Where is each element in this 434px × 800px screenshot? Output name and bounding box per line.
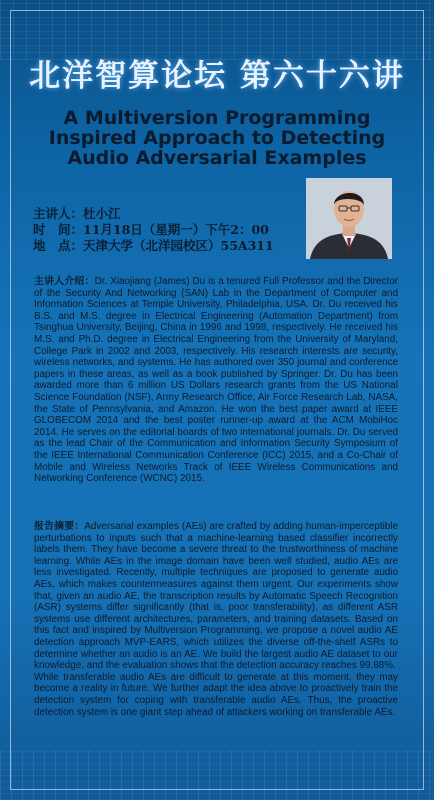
time-line: 时 间：11月18日（星期一）下午2：00 <box>33 222 269 237</box>
speaker-portrait-icon <box>306 178 392 259</box>
talk-title: A Multiversion Programming Inspired Approach to Detecting Audio Adversarial Examples <box>48 107 386 169</box>
speaker-line: 主讲人：杜小江 <box>33 206 121 221</box>
bio-heading: 主讲人介绍： <box>34 276 95 287</box>
abstract-text-2: While transferable audio AEs are difficult to generate at this moment, they may become a reality in future. We further adapt the idea above to proactively train the detection system for coping with transferable audio AEs. Thus, the proactive detection system is one giant step ahead of attackers working on transferable AEs. <box>34 671 398 718</box>
talk-info <box>33 206 303 254</box>
abstract-heading: 报告摘要： <box>34 521 85 532</box>
bio-text: Dr. Xiaojiang (James) Du is a tenured Full Professor and the Director of the Security And Networking (SAN) Lab in the Department of Computer and Information Sciences at Temple University, Philadelphia, USA. Dr. Du received his B.S. and M.S. degree in Electrical Engineering (Automation Department) from Tsinghua University, Beijing, China in 1996 and 1998, respectively. He received his M.S. and Ph.D. degree in Electrical Engineering from the University of Maryland, College Park in 2002 and 2003, respectively. His research interests are security, wireless networks, and systems. He has authored over 350 journal and conference papers in these areas, as well as a book published by Springer. Dr. Du has been awarded more than 6 million US Dollars research grants from the US National Science Foundation (NSF), Army Research Office, Air Force Research Lab, NASA, the State of Pennsylvania, and Amazon. He won the best paper award at IEEE GLOBECOM 2014 and the best poster runner-up award at the ACM MobiHoc 2014. He serves on the editorial boards of two international journals. Dr. Du served as the lead Chair of the Communication and Information Security Symposium of the IEEE International Communication Conference (ICC) 2015, and a Co-Chair of Mobile and Wireless Networks Track of IEEE Wireless Communications and Networking Conference (WCNC) 2015. <box>34 276 398 485</box>
place-line: 地 点：天津大学（北洋园校区）55A311 <box>33 238 274 253</box>
code-pattern-bottom <box>0 750 434 800</box>
talk-abstract <box>34 521 398 718</box>
speaker-bio <box>34 276 398 485</box>
speaker-photo <box>306 178 392 259</box>
forum-title: 北洋智算论坛 第六十六讲 <box>29 58 405 94</box>
abstract-text-1: Adversarial examples (AEs) are crafted by adding human-imperceptible perturbations to inputs such that a machine-learning based classifier incorrectly labels them. They have become a severe threat to the trustworthiness of machine learning. While AEs in the image domain have been well studied, audio AEs are less investigated. Recently, multiple techniques are proposed to generate audio AEs, which makes countermeasures against them urgent. Our experiments show that, given an audio AE, the transcription results by Automatic Speech Recognition (ASR) systems differ significantly (that is, poor transferability), as different ASR systems use different architectures, parameters, and training datasets. Based on this fact and inspired by Multiversion Programming, we propose a novel audio AE detection approach MVP-EARS, which utilizes the diverse off-the-shelf ASRs to determine whether an audio is an AE. We build the largest audio AE dataset to our knowledge, and the evaluation shows that the detection accuracy reaches 99.88%. <box>34 521 398 672</box>
